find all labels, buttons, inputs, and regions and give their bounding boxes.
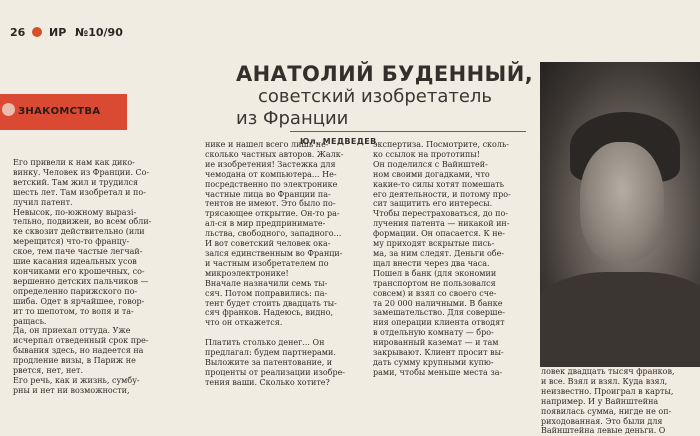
text-column-2 — [205, 140, 345, 388]
text-line: та 20 000 наличными. В банке — [373, 298, 503, 308]
author-byline: Юл. МЕДВЕДЕВ — [300, 137, 377, 146]
title-line-2: советский изобретатель — [258, 86, 493, 107]
circle-icon — [2, 103, 15, 116]
text-line: му приходят вскрытые пись- — [373, 239, 495, 249]
rubric-banner — [0, 94, 127, 130]
title-line-1: АНАТОЛИЙ БУДЕННЫЙ, — [236, 62, 534, 86]
article-title — [236, 62, 536, 130]
text-line: Платить столько денег... Он — [205, 338, 325, 348]
text-line: нике и нашел всего лишь не- — [205, 140, 329, 149]
text-line: замешательство. Для соверше- — [373, 308, 505, 318]
text-line: шие касания идеальных усов — [13, 257, 137, 267]
photo-face — [580, 142, 664, 262]
text-line: трясающее открытие. Он-то ра- — [205, 209, 340, 219]
text-line: лучил патент. — [13, 197, 73, 207]
text-line: ское, тем паче частые легчай- — [13, 247, 143, 257]
text-line: Пошел в банк (для экономии — [373, 268, 497, 278]
text-line: ния операции клиента отводят — [373, 318, 505, 328]
text-line: тент будет стоить двадцать ты- — [205, 298, 337, 308]
text-line: Вайнштейна левые деньги. О — [541, 426, 666, 436]
text-line: исчерпал отведенный срок пре- — [13, 336, 149, 346]
text-line: щал внести через два часа. — [373, 258, 490, 268]
text-line: сколько частных авторов. Жалк- — [205, 149, 344, 159]
text-line: Его речь, как и жизнь, сумбу- — [13, 375, 140, 385]
text-line: его деятельности, и потому про- — [373, 189, 511, 199]
text-line: частные лица во Франции па- — [205, 189, 331, 199]
text-line: продление визы, в Париж не — [13, 356, 136, 366]
text-line: проценты от реализации изобре- — [205, 367, 346, 377]
text-line: ветский. Там жил и трудился — [13, 177, 139, 187]
text-line: ке сквозит действительно (или — [13, 227, 145, 237]
text-line: транспортом не пользовался — [373, 278, 496, 288]
text-line: бывания здесь, но надеется на — [13, 346, 144, 356]
text-column-4 — [541, 367, 675, 436]
text-line: появилась сумма, нигде не оп- — [541, 406, 672, 416]
title-line-3: из Франции — [236, 108, 349, 129]
text-line — [205, 328, 345, 338]
text-line: определенно парижского пo- — [13, 286, 138, 296]
issue-number: №10/90 — [75, 26, 123, 39]
text-line: нированный каземат — и там — [373, 338, 499, 348]
text-line: ал-ся в мир предпринимате- — [205, 219, 326, 229]
text-line: сяч. Потом поправились: па- — [205, 288, 328, 298]
text-line: тельно, подвижен, во всем обли- — [13, 217, 152, 227]
text-line: ие изобретения! Застежка для — [205, 159, 336, 169]
text-line: тения ваши. Сколько хотите? — [205, 377, 330, 387]
text-line: Его привели к нам как дико- — [13, 158, 135, 167]
text-line: И вот советский человек ока- — [205, 239, 331, 249]
text-line: мерещится) что-то францу- — [13, 237, 130, 247]
text-line: что он откажется. — [205, 318, 283, 328]
text-line: рами, чтобы меньше места за- — [373, 367, 503, 377]
text-line: дать сумму крупными купю- — [373, 357, 494, 367]
page-number: 26 — [10, 26, 26, 39]
text-line: например. И у Вайнштейна — [541, 396, 659, 406]
text-line: ращась. — [13, 316, 47, 326]
text-line: Невысок, по-южному выразі- — [13, 207, 137, 217]
text-line: посредственно по электронике — [205, 179, 338, 189]
text-line: шесть лет. Там изобретал и по- — [13, 187, 146, 197]
text-line: экспертиза. Посмотрите, сколь- — [373, 140, 509, 149]
text-line: чемодана от компьютера... Не- — [205, 169, 337, 179]
text-line: ма, за ним следят. Деньги обе- — [373, 248, 505, 258]
text-line: сяч франков. Надеюсь, видно, — [205, 308, 333, 318]
text-line: ном своими догадками, что — [373, 169, 490, 179]
text-line: Он поделился с Вайнштей- — [373, 159, 488, 169]
text-line: шиба. Одет в ярчайшее, говор- — [13, 296, 145, 306]
text-line: какие-то силы хотят помешать — [373, 179, 504, 189]
text-line: неизвестно. Проиграл в карты, — [541, 386, 674, 396]
text-line: ко ссылок на прототипы! — [373, 149, 480, 159]
text-line: Вначале назначили семь ты- — [205, 278, 328, 288]
text-line: микроэлектронике! — [205, 268, 289, 278]
text-line: Чтобы перестраховаться, до по- — [373, 209, 509, 219]
text-line: тентов не имеют. Это было по- — [205, 199, 336, 209]
text-line: льства, свободного, западного... — [205, 229, 342, 239]
text-column-1 — [13, 158, 151, 396]
text-line: и частным изобретателем по — [205, 258, 329, 268]
text-line: рвется, нет, нет. — [13, 366, 84, 376]
text-line: рны и нет ни возможности, — [13, 385, 130, 395]
text-line: в отдельную комнату — бро- — [373, 328, 494, 338]
text-line: сит защитить его интересы. — [373, 199, 493, 209]
rubric-label: ЗНАКОМСТВА — [18, 106, 101, 117]
text-column-3 — [373, 140, 511, 378]
text-line: лучения патента — никакой ин- — [373, 219, 510, 229]
title-divider — [290, 131, 526, 132]
text-line: предлагал: будем партнерами. — [205, 348, 336, 358]
text-line: кончиками его крошечных, со- — [13, 266, 145, 276]
magazine-name: ИР — [49, 26, 67, 39]
text-line: Выложите за патентование, и — [205, 357, 333, 367]
portrait-photo — [540, 62, 700, 367]
text-line: формации. Он опасается. К не- — [373, 229, 505, 239]
text-line: и все. Взял и взял. Куда взял, — [541, 376, 668, 386]
text-line: ит то шепотом, то вопя и та- — [13, 306, 134, 316]
text-line: ловек двадцать тысяч франков, — [541, 367, 675, 376]
text-line: совсем) и взял со своего сче- — [373, 288, 497, 298]
text-line: вершенно детских пальчиков — — [13, 276, 149, 286]
text-line: закрывают. Клиент просит вы- — [373, 348, 504, 358]
text-line: риходованная. Это были для — [541, 416, 663, 426]
circle-icon — [32, 27, 42, 37]
text-line: Да, он приехал оттуда. Уже — [13, 326, 131, 336]
text-line: зался единственным во Франци- — [205, 248, 343, 258]
text-line: винку. Человек из Франции. Со- — [13, 167, 150, 177]
photo-collar — [540, 272, 700, 367]
